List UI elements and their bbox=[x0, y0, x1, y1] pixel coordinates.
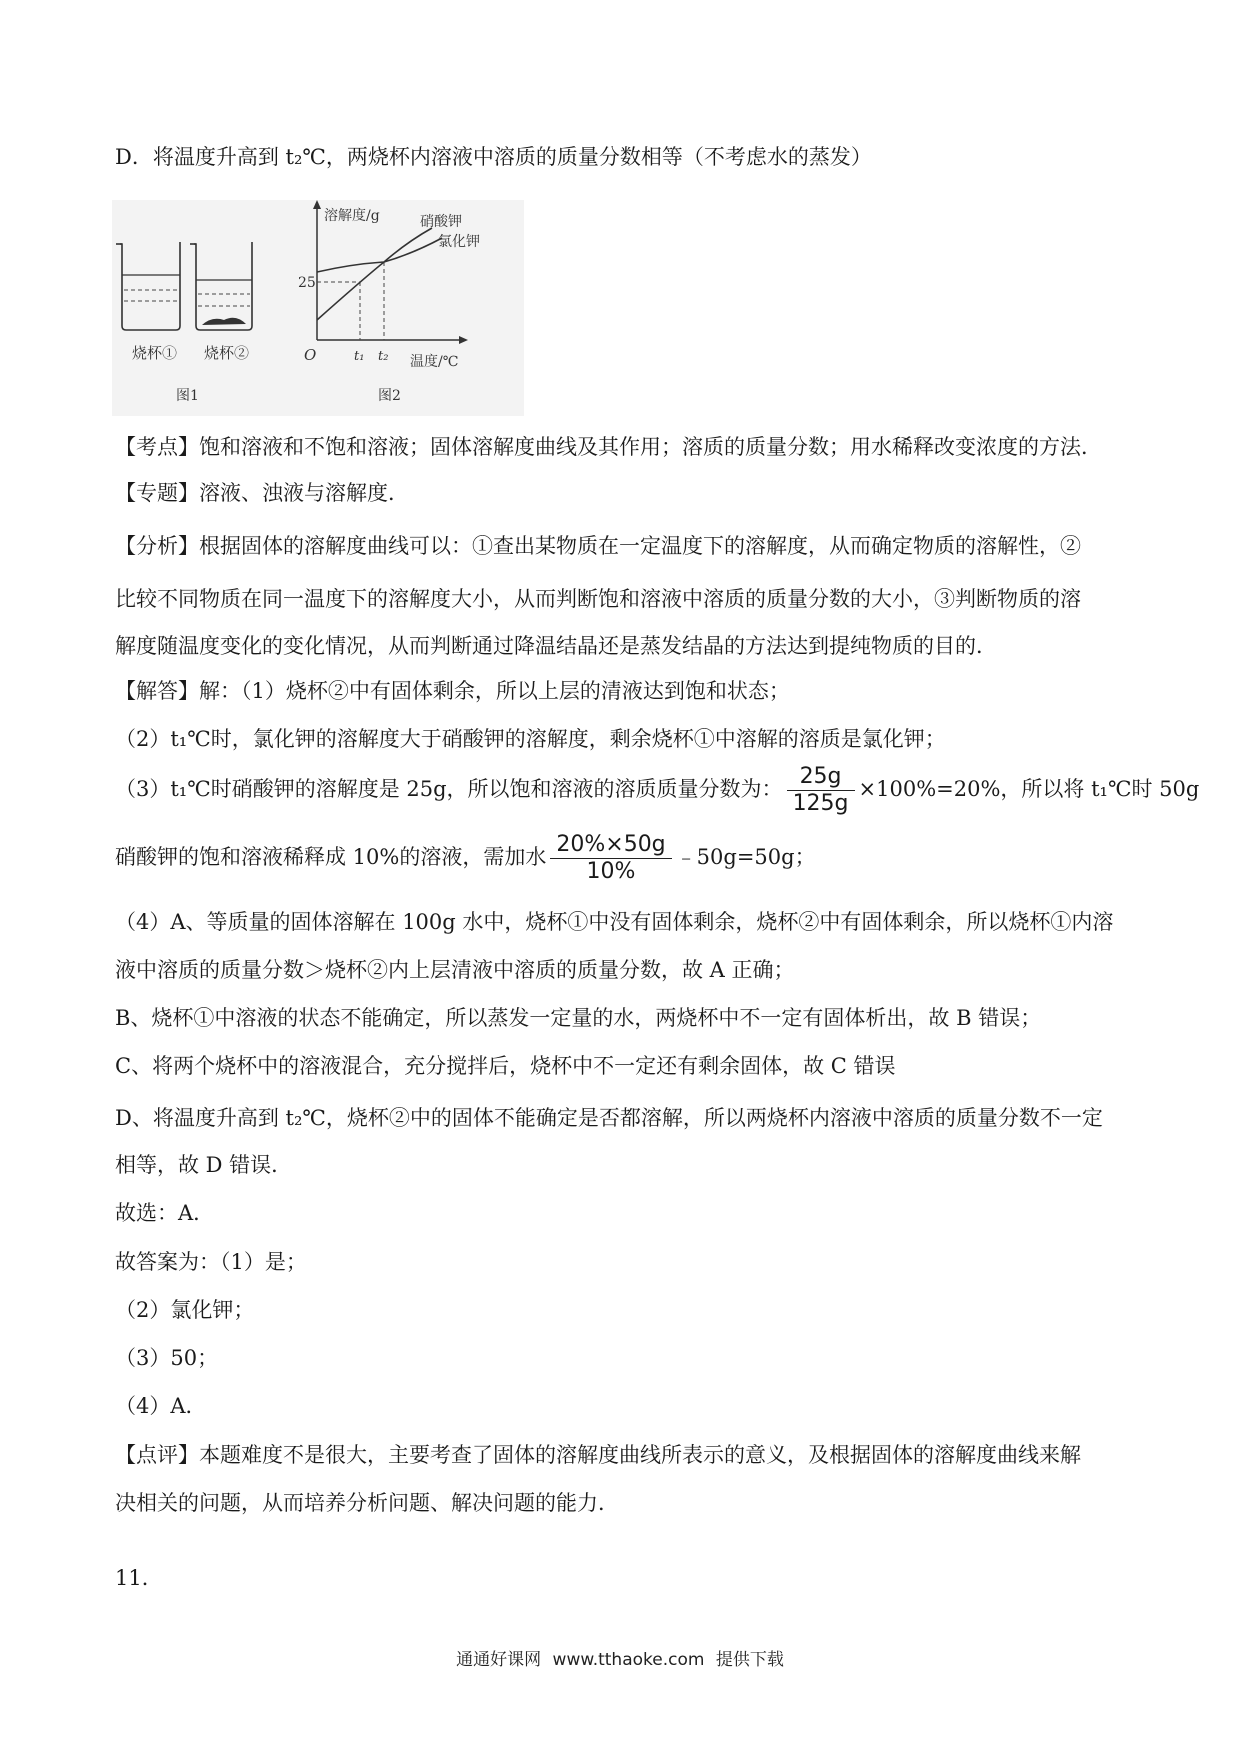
jieda-line-6: 液中溶质的质量分数＞烧杯②内上层清液中溶质的质量分数，故 A 正确； bbox=[115, 958, 795, 982]
jieda-line-9: D、将温度升高到 t₂℃，烧杯②中的固体不能确定是否都溶解，所以两烧杯内溶液中溶质的质量分数不一定 bbox=[115, 1106, 1103, 1130]
curve-kno3 bbox=[317, 228, 432, 320]
answer-2-line: （2）氯化钾； bbox=[115, 1298, 255, 1322]
jieda-line-10: 相等，故 D 错误． bbox=[115, 1153, 293, 1177]
jieda-line-1: 【解答】解：（1）烧杯②中有固体剩余，所以上层的清液达到饱和状态； bbox=[115, 679, 790, 703]
beaker-1-label: 烧杯① bbox=[132, 344, 178, 362]
gu-daan-line: 故答案为：（1）是； bbox=[115, 1250, 307, 1274]
solubility-chart bbox=[298, 200, 480, 404]
jieda-3-pre: （3）t₁℃时硝酸钾的溶解度是 25g，所以饱和溶液的溶质质量分数为： bbox=[115, 777, 783, 801]
jieda-4-post: ﹣50g=50g； bbox=[675, 845, 816, 869]
fraction-1-numerator: 25g bbox=[787, 764, 855, 791]
jieda-line-5: （4）A、等质量的固体溶解在 100g 水中，烧杯①中没有固体剩余，烧杯②中有固体剩余，所以烧杯①内溶 bbox=[115, 910, 1114, 934]
y-tick-25: 25 bbox=[298, 275, 316, 291]
fig2-caption: 图2 bbox=[378, 388, 401, 404]
x-axis-arrow bbox=[459, 336, 468, 344]
series-kcl-label: 氯化钾 bbox=[438, 234, 480, 250]
gu-xuan-line: 故选：A． bbox=[115, 1201, 215, 1225]
curve-kcl bbox=[317, 238, 442, 272]
y-axis-arrow bbox=[313, 200, 321, 209]
fraction-25g-125g bbox=[787, 764, 855, 817]
beaker-2 bbox=[190, 242, 252, 330]
t1-label: t₁ bbox=[354, 349, 365, 364]
fig1-caption: 图1 bbox=[176, 388, 199, 404]
kaodian-line: 【考点】饱和溶液和不饱和溶液；固体溶解度曲线及其作用；溶质的质量分数；用水稀释改变浓度的方法． bbox=[115, 435, 1102, 459]
x-axis-label: 温度/℃ bbox=[410, 354, 459, 370]
fraction-2-numerator: 20%×50g bbox=[550, 832, 671, 859]
jieda-line-4 bbox=[115, 828, 816, 886]
solid-residue bbox=[202, 318, 246, 325]
figure-svg bbox=[112, 200, 524, 416]
zhuanti-line: 【专题】溶液、浊液与溶解度． bbox=[115, 481, 409, 505]
series-kno3-label: 硝酸钾 bbox=[420, 214, 462, 230]
fenxi-line-3: 解度随温度变化的变化情况，从而判断通过降温结晶还是蒸发结晶的方法达到提纯物质的目的． bbox=[115, 634, 997, 658]
footer-url[interactable]: www.tthaoke.com bbox=[552, 1650, 705, 1670]
answer-3-line: （3）50； bbox=[115, 1346, 219, 1370]
answer-4-line: （4）A． bbox=[115, 1394, 207, 1418]
dianping-line-2: 决相关的问题，从而培养分析问题、解决问题的能力． bbox=[115, 1491, 619, 1515]
dianping-line-1: 【点评】本题难度不是很大，主要考查了固体的溶解度曲线所表示的意义，及根据固体的溶解度曲线来解 bbox=[115, 1443, 1081, 1467]
jieda-line-2: （2）t₁℃时，氯化钾的溶解度大于硝酸钾的溶解度，剩余烧杯①中溶解的溶质是氯化钾； bbox=[115, 727, 946, 751]
figure-beakers-solubility bbox=[112, 200, 524, 416]
footer-tail: 提供下载 bbox=[715, 1650, 784, 1670]
beaker-2-label: 烧杯② bbox=[204, 344, 250, 362]
beaker-1 bbox=[116, 242, 180, 330]
footer-site-name: 通通好课网 bbox=[456, 1650, 542, 1670]
option-d-text: D．将温度升高到 t₂℃，两烧杯内溶液中溶质的质量分数相等（不考虑水的蒸发） bbox=[115, 145, 872, 169]
fraction-water-calc bbox=[550, 832, 671, 885]
jieda-line-3 bbox=[115, 760, 1199, 818]
jieda-4-pre: 硝酸钾的饱和溶液稀释成 10%的溶液，需加水 bbox=[115, 845, 547, 869]
origin-label: O bbox=[304, 346, 317, 364]
jieda-3-post: ×100%=20%，所以将 t₁℃时 50g bbox=[858, 777, 1200, 801]
t2-label: t₂ bbox=[378, 349, 389, 364]
fraction-1-denominator: 125g bbox=[792, 791, 849, 816]
y-axis-label: 溶解度/g bbox=[324, 208, 380, 224]
page-footer bbox=[0, 1645, 1240, 1670]
jieda-line-8: C、将两个烧杯中的溶液混合，充分搅拌后，烧杯中不一定还有剩余固体，故 C 错误 bbox=[115, 1054, 896, 1078]
fenxi-line-1: 【分析】根据固体的溶解度曲线可以：①查出某物质在一定温度下的溶解度，从而确定物质的溶解性，② bbox=[115, 534, 1081, 558]
fenxi-line-2: 比较不同物质在同一温度下的溶解度大小，从而判断饱和溶液中溶质的质量分数的大小，③判断物质的溶 bbox=[115, 587, 1081, 611]
fraction-2-denominator: 10% bbox=[586, 859, 636, 884]
question-number: 11． bbox=[115, 1566, 163, 1590]
jieda-line-7: B、烧杯①中溶液的状态不能确定，所以蒸发一定量的水，两烧杯中不一定有固体析出，故 B 错误； bbox=[115, 1006, 1042, 1030]
